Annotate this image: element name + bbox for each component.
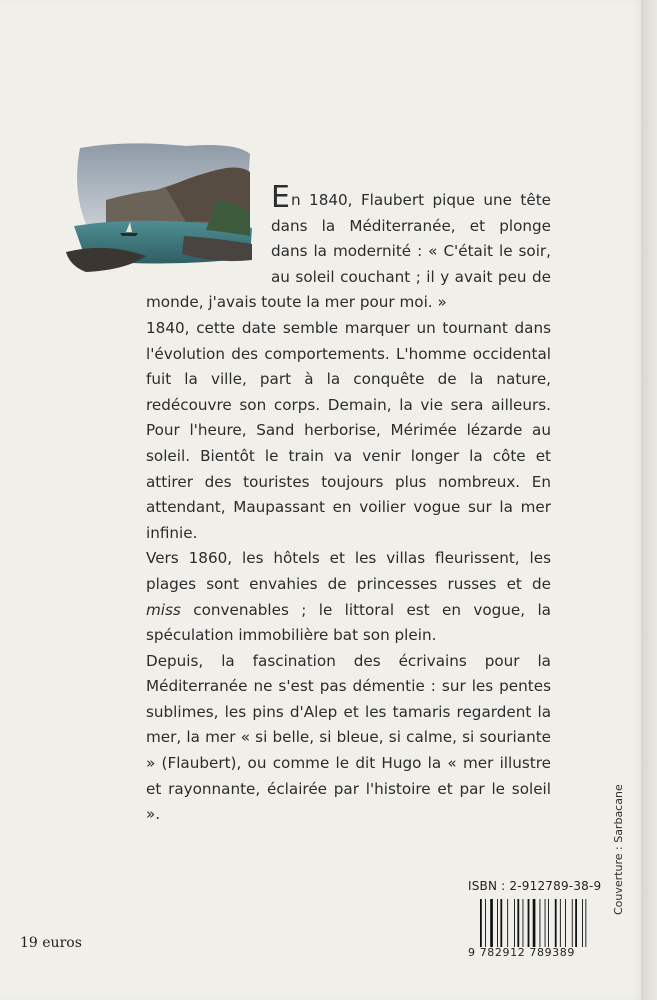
barcode-bar — [585, 899, 586, 947]
barcode-bar — [480, 899, 482, 947]
barcode-bar — [545, 899, 546, 947]
barcode-bar — [517, 899, 519, 947]
price-label: 19 euros — [20, 935, 82, 951]
barcode-bar — [490, 899, 493, 947]
isbn-label: ISBN : 2-912789-38-9 — [468, 879, 602, 893]
barcode-bar — [548, 899, 549, 947]
barcode-bar — [555, 899, 557, 947]
paragraph-1 — [146, 180, 551, 316]
barcode-bar — [507, 899, 508, 947]
spine-edge — [641, 0, 657, 1000]
cover-credit: Couverture : Sarbacane — [612, 784, 625, 915]
barcode-bar — [582, 899, 583, 947]
paragraph-4: Depuis, la fascination des écrivains pour la Méditerranée ne s'est pas démentie : sur les pentes sublimes, les pins d'Alep et les tamaris regardent la mer, la mer « si belle, si bleue, si calme, si souriante » (Flaubert), ou comme le dit Hugo la « mer illustre et rayonnante, éclairée par l'histoire et par le soleil ». — [146, 651, 551, 824]
paragraph-1-first-line: n 1840, Flaubert pique une tête dans — [271, 191, 551, 235]
barcode-bar — [575, 899, 577, 947]
barcode-bar — [540, 899, 541, 947]
barcode-bar — [572, 899, 573, 947]
barcode-bar — [533, 899, 536, 947]
blurb-text — [146, 180, 551, 828]
paragraph-3: Vers 1860, les hôtels et les villas fleurissent, les plages sont envahies de princesses russes et de miss convenables ; le littoral est en vogue, la spéculation immobilière bat son plein. — [146, 549, 551, 645]
barcode-bar — [514, 899, 515, 947]
barcode-bar — [528, 899, 530, 947]
paragraph-1-rest: la Méditerranée, et plonge dans la modernité : « C'était le soir, au soleil couchant ; il y avait peu de monde, j'avais toute la mer pour moi. » — [146, 216, 551, 312]
barcode-bar — [565, 899, 566, 947]
barcode-bar — [523, 899, 524, 947]
barcode-bar — [500, 899, 502, 947]
paragraph-2: 1840, cette date semble marquer un tournant dans l'évolution des comportements. L'homme occidental fuit la ville, part à la conquête de la nature, redécouvre son corps. Demain, la vie sera ailleurs. Pour l'heure, Sand herborise, Mérimée lézarde au soleil. Bientôt le train va venir longer la côte et attirer des touristes toujours plus nombreux. En attendant, Maupassant en voilier vogue sur la mer infinie. — [146, 318, 551, 542]
barcode-bar — [497, 899, 498, 947]
barcode-bar — [560, 899, 561, 947]
drop-cap: E — [271, 180, 290, 215]
barcode-bar — [485, 899, 486, 947]
barcode-icon — [480, 899, 588, 947]
barcode-number: 9 782912 789389 — [468, 946, 575, 959]
